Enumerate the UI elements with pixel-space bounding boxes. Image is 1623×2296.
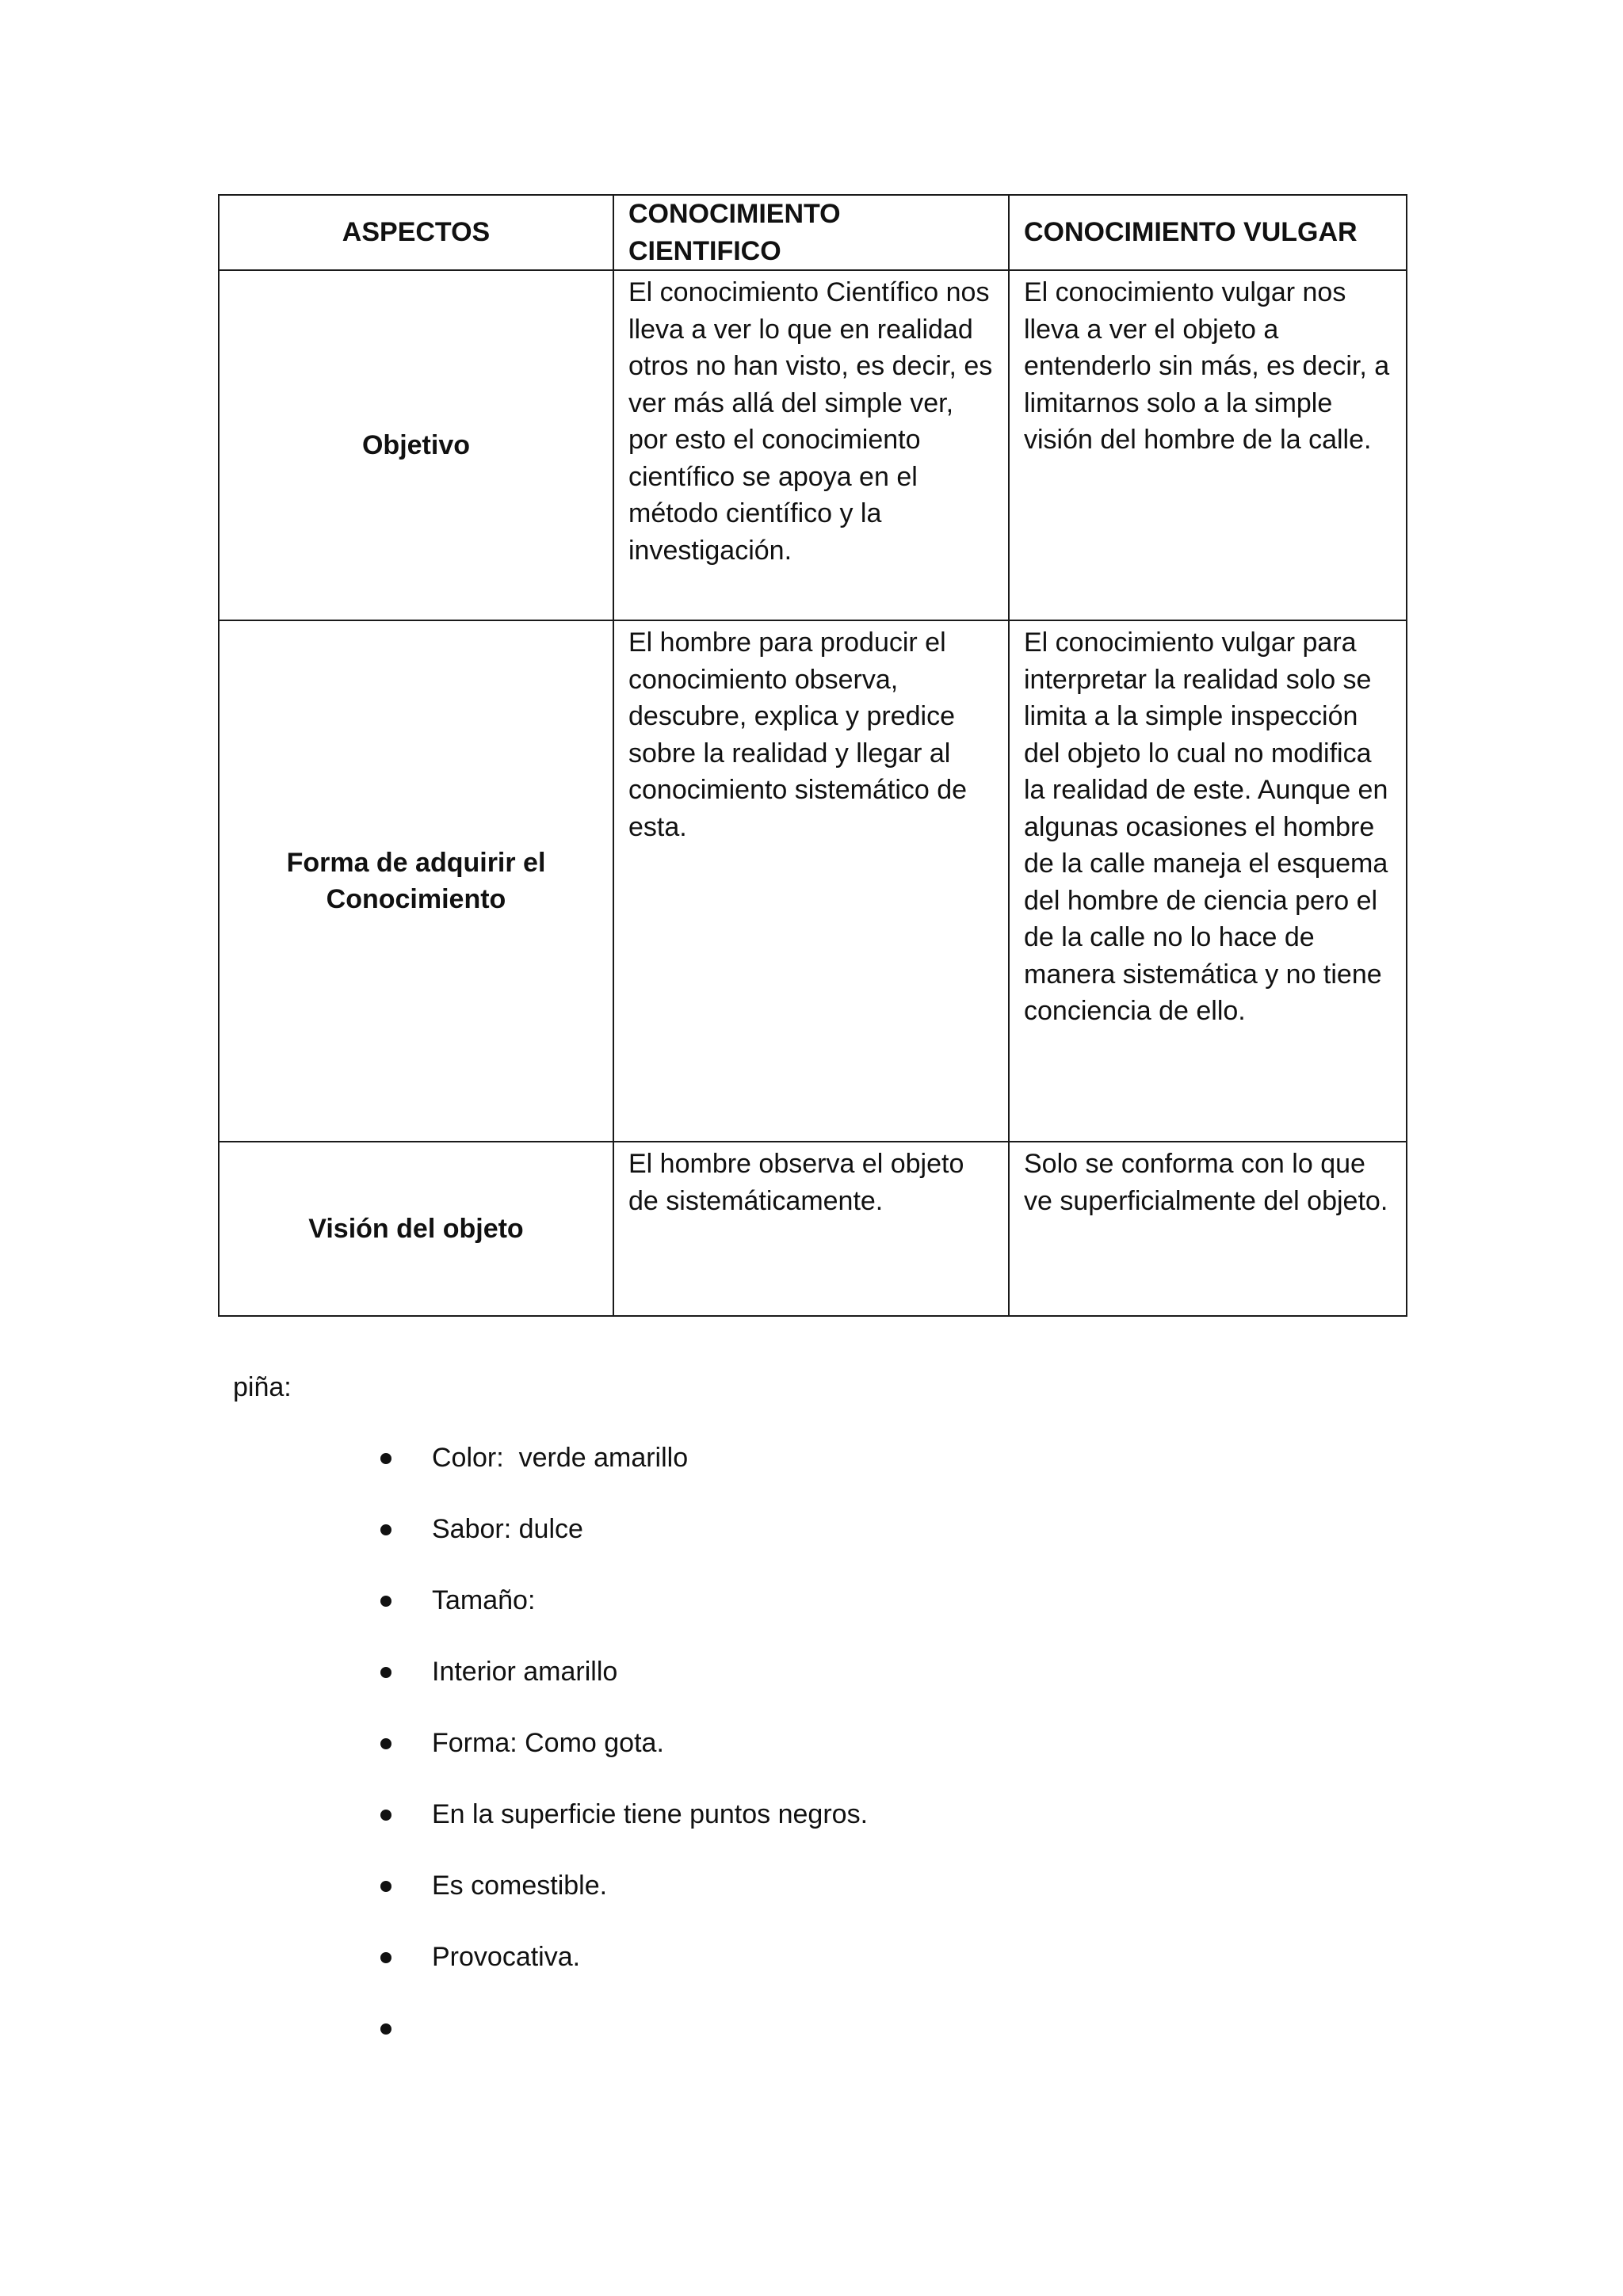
list-item-text: Sabor: dulce (432, 1514, 583, 1544)
aspect-cell: Forma de adquirir el Conocimiento (219, 620, 613, 1142)
comparison-table (218, 194, 1407, 1317)
bullet-icon (380, 1524, 391, 1535)
aspect-cell: Visión del objeto (219, 1142, 613, 1316)
bullet-icon (380, 1881, 391, 1892)
vulgar-cell: Solo se conforma con lo que ve superficialmente del objeto. (1009, 1142, 1407, 1316)
table-row-objetivo (219, 270, 1407, 620)
header-aspectos: ASPECTOS (219, 195, 613, 270)
bullet-icon (380, 1453, 391, 1464)
bullet-icon (380, 1667, 391, 1678)
vulgar-cell: El conocimiento vulgar para interpretar la realidad solo se limita a la simple inspección del objeto lo cual no modifica la realidad de este. Aunque en algunas ocasiones el hombre de la calle maneja el esquema del hombre de ciencia pero el de la calle no lo hace de manera sistemática y no tiene conciencia de ello. (1009, 620, 1407, 1142)
vulgar-cell: El conocimiento vulgar nos lleva a ver el objeto a entenderlo sin más, es decir, a limitarnos solo a la simple visión del hombre de la calle. (1009, 270, 1407, 620)
list-item-text: Color: verde amarillo (432, 1443, 689, 1473)
bullet-icon (380, 1810, 391, 1821)
bullet-icon (380, 1738, 391, 1749)
bullet-icon (380, 1952, 391, 1963)
list-item-text: Es comestible. (432, 1871, 608, 1901)
bullet-icon (380, 2023, 391, 2035)
header-conocimiento-cientifico: CONOCIMIENTO CIENTIFICO (613, 195, 1009, 270)
fruit-label: piña: (233, 1372, 292, 1402)
cientifico-cell: El conocimiento Científico nos lleva a ver lo que en realidad otros no han visto, es decir, es ver más allá del simple ver, por esto el conocimiento científico se apoya en el método científico y la investigación. (613, 270, 1009, 620)
table-row-vision-del-objeto (219, 1142, 1407, 1316)
list-item-text: Forma: Como gota. (432, 1728, 664, 1758)
bullet-icon (380, 1596, 391, 1607)
header-conocimiento-vulgar: CONOCIMIENTO VULGAR (1009, 195, 1407, 270)
cientifico-cell: El hombre para producir el conocimiento observa, descubre, explica y predice sobre la realidad y llegar al conocimiento sistemático de esta. (613, 620, 1009, 1142)
list-item-text: Provocativa. (432, 1942, 581, 1972)
list-item-text: En la superficie tiene puntos negros. (432, 1799, 869, 1829)
table-row-forma-de-adquirir (219, 620, 1407, 1142)
cientifico-cell: El hombre observa el objeto de sistemáticamente. (613, 1142, 1009, 1316)
list-item-text: Interior amarillo (432, 1657, 618, 1687)
table-header-row (219, 195, 1407, 270)
list-item-text: Tamaño: (432, 1585, 536, 1615)
aspect-cell: Objetivo (219, 270, 613, 620)
